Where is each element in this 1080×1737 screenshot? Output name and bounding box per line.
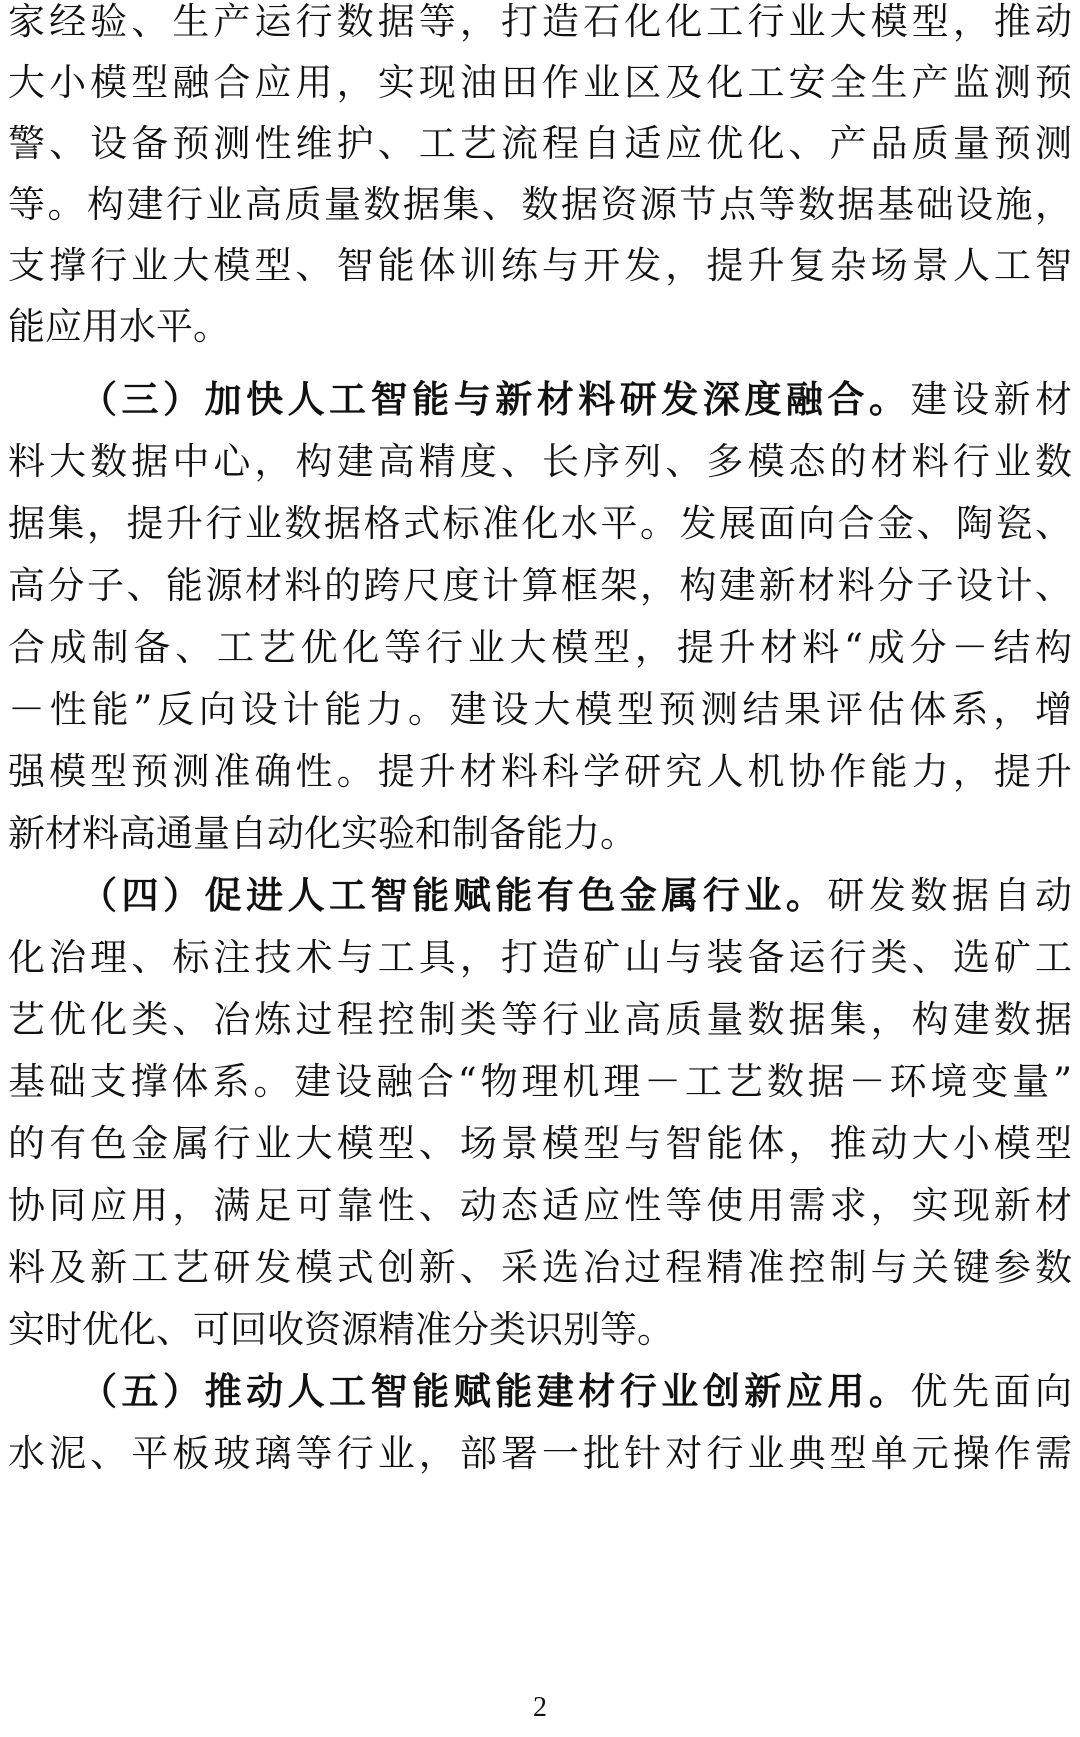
text-line: －性能”反向设计能力。建设大模型预测结果评估体系，增 xyxy=(8,688,1072,731)
text-line: 能应用水平。 xyxy=(8,305,230,348)
text-line: 高分子、能源材料的跨尺度计算框架，构建新材料分子设计、 xyxy=(8,564,1072,607)
section-heading: （五）推动人工智能赋能建材行业创新应用。 xyxy=(80,1370,911,1413)
text-line: 支撑行业大模型、智能体训练与开发，提升复杂场景人工智 xyxy=(8,244,1072,287)
heading-continuation: 优先面向 xyxy=(910,1370,1073,1413)
text-line: 料及新工艺研发模式创新、采选冶过程精准控制与关键参数 xyxy=(8,1246,1072,1289)
page-number: 2 xyxy=(533,1692,547,1723)
text-line: 料大数据中心，构建高精度、长序列、多模态的材料行业数 xyxy=(8,440,1072,483)
text-line: 实时优化、可回收资源精准分类识别等。 xyxy=(8,1308,674,1351)
section-heading: （三）加快人工智能与新材料研发深度融合。 xyxy=(80,378,911,421)
text-line: 警、设备预测性维护、工艺流程自适应优化、产品质量预测 xyxy=(8,122,1072,165)
heading-continuation: 研发数据自动 xyxy=(827,874,1072,917)
section-heading-line xyxy=(80,1362,1072,1422)
text-line: 大小模型融合应用，实现油田作业区及化工安全生产监测预 xyxy=(8,61,1072,104)
text-line: 新材料高通量自动化实验和制备能力。 xyxy=(8,812,637,855)
section-heading: （四）促进人工智能赋能有色金属行业。 xyxy=(80,874,828,917)
text-line: 的有色金属行业大模型、场景模型与智能体，推动大小模型 xyxy=(8,1122,1072,1165)
text-line: 基础支撑体系。建设融合“物理机理－工艺数据－环境变量” xyxy=(8,1060,1072,1103)
text-line: 家经验、生产运行数据等，打造石化化工行业大模型，推动 xyxy=(8,0,1072,43)
section-heading-line xyxy=(80,370,1072,430)
text-line: 艺优化类、冶炼过程控制类等行业高质量数据集，构建数据 xyxy=(8,998,1072,1041)
text-line: 水泥、平板玻璃等行业，部署一批针对行业典型单元操作需 xyxy=(8,1432,1072,1475)
text-line: 强模型预测准确性。提升材料科学研究人机协作能力，提升 xyxy=(8,750,1072,793)
text-line: 协同应用，满足可靠性、动态适应性等使用需求，实现新材 xyxy=(8,1184,1072,1227)
heading-continuation: 建设新材 xyxy=(910,378,1073,421)
section-heading-line xyxy=(80,866,1072,926)
text-line: 等。构建行业高质量数据集、数据资源节点等数据基础设施， xyxy=(8,183,1072,226)
text-line: 据集，提升行业数据格式标准化水平。发展面向合金、陶瓷、 xyxy=(8,502,1072,545)
text-line: 合成制备、工艺优化等行业大模型，提升材料“成分－结构 xyxy=(8,626,1072,669)
text-line: 化治理、标注技术与工具，打造矿山与装备运行类、选矿工 xyxy=(8,936,1072,979)
